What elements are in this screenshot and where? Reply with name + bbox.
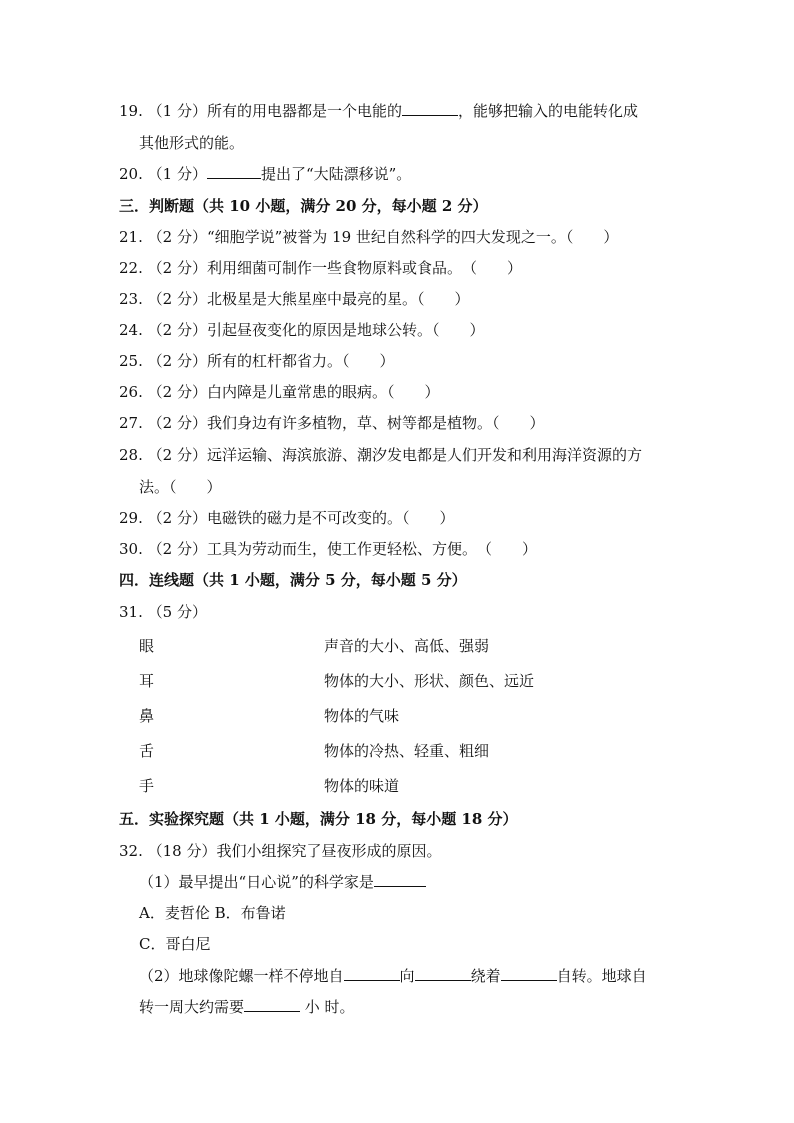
question-text: 转一周大约需要	[139, 998, 245, 1016]
matching-right-item: 声音的大小、高低、强弱	[324, 637, 490, 655]
question-28	[119, 445, 642, 465]
question-text: （2）地球像陀螺一样不停地自	[139, 967, 344, 985]
question-number: 20.	[119, 165, 143, 183]
question-score: （1 分）	[147, 102, 207, 120]
question-30	[119, 539, 537, 559]
question-score: （2 分）	[147, 352, 207, 370]
question-text: 向	[399, 967, 415, 985]
matching-right-item: 物体的气味	[324, 707, 400, 725]
question-27	[119, 413, 544, 433]
question-score: （2 分）	[147, 321, 207, 339]
question-score: （2 分）	[147, 228, 207, 246]
question-28-cont	[139, 477, 222, 497]
answer-blank[interactable]	[244, 997, 300, 1012]
question-number: 32.	[119, 842, 143, 860]
question-32-part-1	[139, 872, 426, 892]
matching-left-item: 耳	[139, 672, 155, 690]
question-text: ，能够把输入的电能转化成	[457, 102, 638, 120]
matching-right-item: 物体的味道	[324, 777, 400, 795]
section-heading-matching: 四．连线题（共 1 小题，满分 5 分，每小题 5 分）	[119, 571, 467, 589]
question-text: 我们身边有许多植物，草、树等都是植物。（ ）	[206, 414, 545, 432]
question-text: 法。（ ）	[139, 478, 222, 496]
matching-right-item: 物体的大小、形状、颜色、远近	[324, 672, 535, 690]
question-score: （2 分）	[147, 540, 207, 558]
question-text: 引起昼夜变化的原因是地球公转。（ ）	[206, 321, 485, 339]
question-number: 25.	[119, 352, 143, 370]
question-26	[119, 382, 439, 402]
question-text: 工具为劳动而生，使工作更轻松、方便。 （ ）	[206, 540, 537, 558]
option-ab: A．麦哲伦 B．布鲁诺	[139, 904, 286, 922]
question-21	[119, 227, 618, 247]
matching-left-item: 鼻	[139, 707, 155, 725]
section-heading-judge: 三．判断题（共 10 小题，满分 20 分，每小题 2 分）	[119, 197, 488, 215]
question-text: 小 时。	[300, 998, 355, 1016]
answer-blank[interactable]	[415, 966, 471, 981]
answer-blank[interactable]	[344, 966, 400, 981]
question-number: 23.	[119, 290, 143, 308]
question-text: 所有的用电器都是一个电能的	[206, 102, 402, 120]
question-32-part-2-cont	[139, 997, 355, 1017]
question-text: （1）最早提出“日心说”的科学家是	[139, 873, 374, 891]
matching-left-item: 舌	[139, 742, 155, 760]
question-text: 其他形式的能。	[139, 134, 245, 152]
question-text: 我们小组探究了昼夜形成的原因。	[216, 842, 442, 860]
matching-left-item: 手	[139, 777, 155, 795]
question-22	[119, 258, 522, 278]
question-text: 自转。地球自	[556, 967, 647, 985]
question-number: 19.	[119, 102, 143, 120]
question-19	[119, 101, 638, 121]
question-score: （2 分）	[147, 509, 207, 527]
question-number: 29.	[119, 509, 143, 527]
question-text: 所有的杠杆都省力。（ ）	[206, 352, 395, 370]
question-text: 远洋运输、海滨旅游、潮汐发电都是人们开发和利用海洋资源的方	[206, 446, 642, 464]
question-score: （2 分）	[147, 383, 207, 401]
question-32-part-2	[139, 966, 647, 986]
question-number: 28.	[119, 446, 143, 464]
question-number: 21.	[119, 228, 143, 246]
answer-blank[interactable]	[501, 966, 557, 981]
question-text: 提出了“大陆漂移说”。	[260, 165, 412, 183]
question-number: 30.	[119, 540, 143, 558]
question-score: （2 分）	[147, 446, 207, 464]
question-number: 26.	[119, 383, 143, 401]
question-number: 22.	[119, 259, 143, 277]
question-score: （2 分）	[147, 414, 207, 432]
answer-blank[interactable]	[374, 872, 426, 887]
matching-right-item: 物体的冷热、轻重、粗细	[324, 742, 490, 760]
question-19-cont	[139, 133, 244, 153]
question-text: 利用细菌可制作一些食物原料或食品。 （ ）	[206, 259, 522, 277]
question-text: “细胞学说”被誉为 19 世纪自然科学的四大发现之一。（ ）	[206, 228, 619, 246]
question-number: 27.	[119, 414, 143, 432]
matching-left-item: 眼	[139, 637, 155, 655]
question-23	[119, 289, 469, 309]
answer-blank[interactable]	[207, 164, 261, 179]
question-score: （2 分）	[147, 259, 207, 277]
question-number: 24.	[119, 321, 143, 339]
question-20	[119, 164, 411, 184]
section-heading-experiment: 五．实验探究题（共 1 小题，满分 18 分，每小题 18 分）	[119, 810, 518, 828]
question-score: （1 分）	[147, 165, 207, 183]
question-score: （2 分）	[147, 290, 207, 308]
question-25	[119, 351, 394, 371]
question-text: 电磁铁的磁力是不可改变的。（ ）	[206, 509, 455, 527]
question-score: （18 分）	[147, 842, 217, 860]
answer-blank[interactable]	[402, 101, 458, 116]
question-text: 白内障是儿童常患的眼病。（ ）	[206, 383, 440, 401]
question-text: 绕着	[470, 967, 501, 985]
question-24	[119, 320, 484, 340]
question-score: （5 分）	[147, 603, 207, 621]
question-31	[119, 602, 207, 622]
option-c: C．哥白尼	[139, 935, 211, 953]
question-29	[119, 508, 454, 528]
question-text: 北极星是大熊星座中最亮的星。（ ）	[206, 290, 470, 308]
question-number: 31.	[119, 603, 143, 621]
question-32	[119, 841, 442, 861]
